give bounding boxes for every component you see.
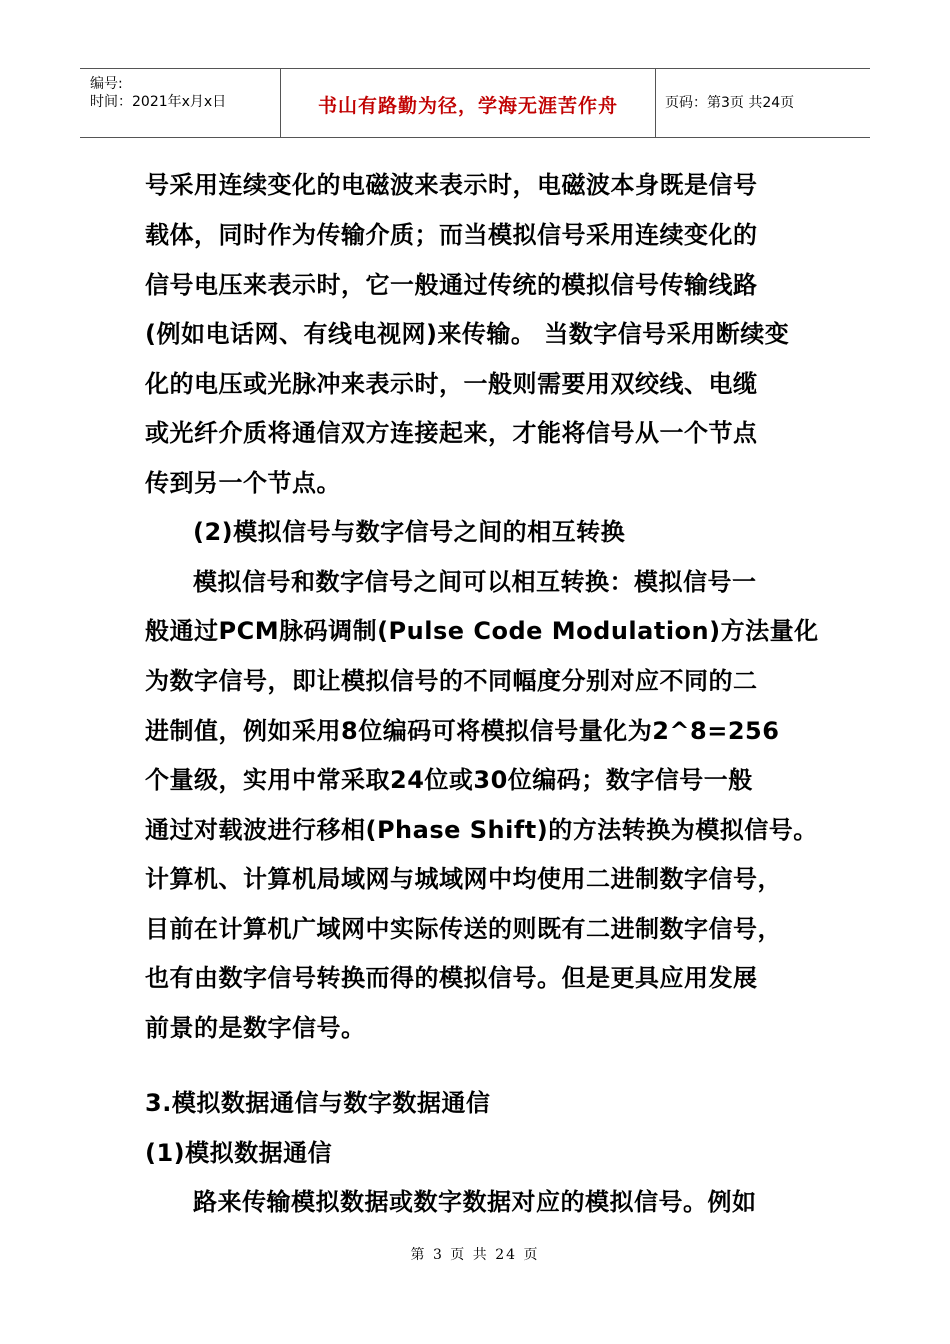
page-header <box>80 68 870 138</box>
body-line: 模拟信号和数字信号之间可以相互转换：模拟信号一 <box>193 568 757 596</box>
body-line: 传到另一个节点。 <box>145 469 341 497</box>
body-line: 路来传输模拟数据或数字数据对应的模拟信号。例如 <box>193 1188 757 1216</box>
body-line: 进制值，例如采用8位编码可将模拟信号量化为2^8=256 <box>145 717 780 745</box>
body-line: 前景的是数字信号。 <box>145 1014 366 1042</box>
body-line: 通过对载波进行移相(Phase Shift)的方法转换为模拟信号。 <box>145 816 818 844</box>
body-line: (例如电话网、有线电视网)来传输。 当数字信号采用断续变 <box>145 320 790 348</box>
header-page-info: 页码：第3页 共24页 <box>665 95 795 111</box>
header-meta <box>80 69 280 137</box>
subsection-heading: (1)模拟数据通信 <box>145 1139 333 1167</box>
body-line: 般通过PCM脉码调制(Pulse Code Modulation)方法量化 <box>145 617 819 645</box>
body-line: 号采用连续变化的电磁波来表示时，电磁波本身既是信号 <box>145 171 758 199</box>
section-heading: (2)模拟信号与数字信号之间的相互转换 <box>193 518 626 546</box>
body-line: 为数字信号，即让模拟信号的不同幅度分别对应不同的二 <box>145 667 758 695</box>
body-line: 目前在计算机广域网中实际传送的则既有二进制数字信号， <box>145 915 782 943</box>
header-page-cell <box>655 69 870 137</box>
header-motto: 书山有路勤为径，学海无涯苦作舟 <box>317 95 618 117</box>
body-line: 计算机、计算机局域网与城域网中均使用二进制数字信号， <box>145 865 782 893</box>
body-line: 或光纤介质将通信双方连接起来，才能将信号从一个节点 <box>145 419 758 447</box>
section-heading: 3.模拟数据通信与数字数据通信 <box>145 1089 491 1117</box>
header-motto-cell <box>280 69 656 137</box>
body-line: 化的电压或光脉冲来表示时，一般则需要用双绞线、电缆 <box>145 370 758 398</box>
body-line: 载体，同时作为传输介质；而当模拟信号采用连续变化的 <box>145 221 758 249</box>
body-line: 个量级，实用中常采取24位或30位编码；数字信号一般 <box>145 766 753 794</box>
page-footer: 第 3 页 共 24 页 <box>410 1247 540 1263</box>
document-time-label: 时间：2021年x月x日 <box>90 94 227 110</box>
body-line: 也有由数字信号转换而得的模拟信号。但是更具应用发展 <box>145 964 758 992</box>
body-line: 信号电压来表示时，它一般通过传统的模拟信号传输线路 <box>145 271 758 299</box>
document-number-label: 编号: <box>90 76 123 92</box>
